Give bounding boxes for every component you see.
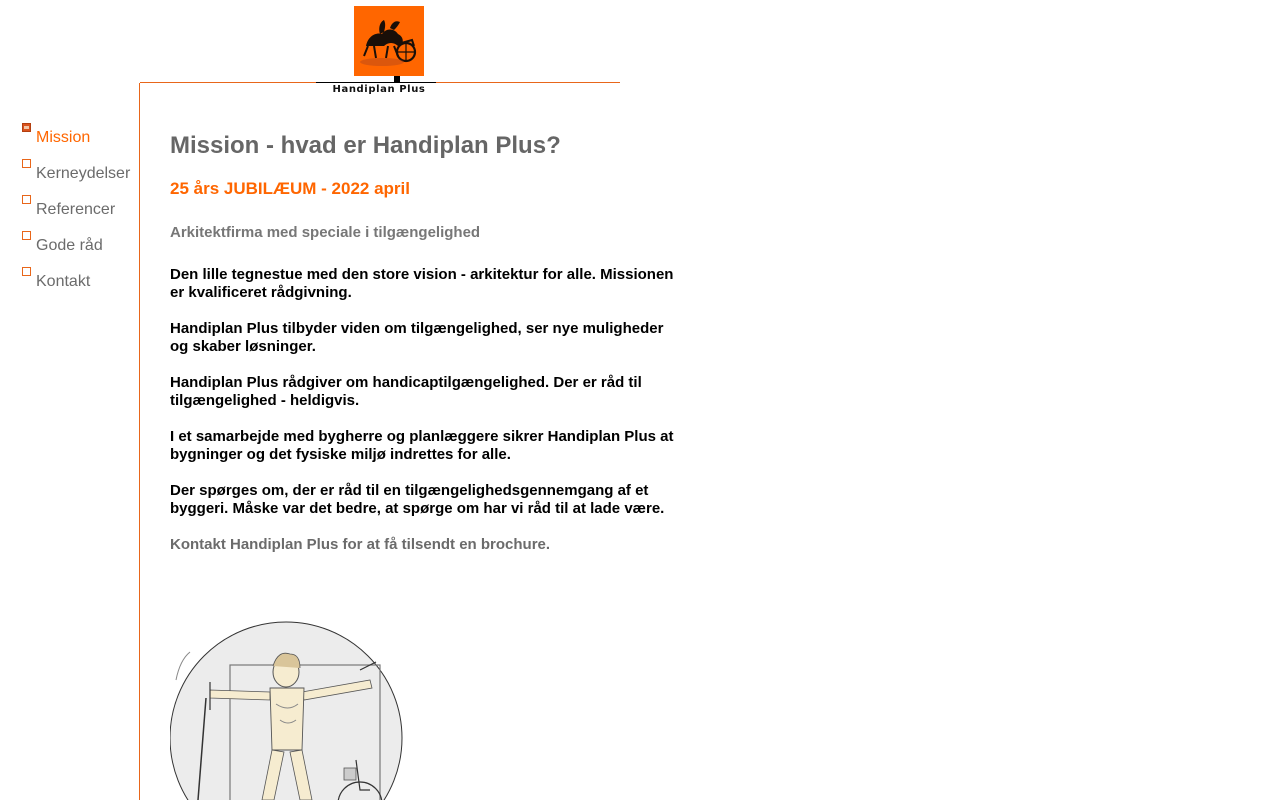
bullet-icon (22, 195, 31, 204)
logo-chariot-icon (354, 6, 424, 76)
paragraph: Den lille tegnestue med den store vision - arkitektur for alle. Missionen er kvalificeret rådgivning. (170, 266, 674, 301)
logo-text: Handiplan Plus (332, 84, 426, 95)
main-content (170, 130, 685, 554)
sidebar-item-referencer[interactable] (20, 192, 138, 228)
sidebar-nav (20, 120, 138, 300)
paragraph: I et samarbejde med bygherre og planlæggere sikrer Handiplan Plus at bygninger og det fysiske miljø indrettes for alle. (170, 428, 674, 463)
vitruvian-wheelchair-illustration (170, 620, 406, 800)
header (0, 0, 640, 100)
sidebar-item-label: Kerneydelser (36, 165, 131, 182)
sidebar-divider (139, 83, 140, 800)
sidebar-item-label: Kontakt (36, 273, 91, 290)
header-rule-left (140, 82, 316, 83)
mission-paragraphs (170, 266, 685, 518)
header-rule-right (436, 82, 620, 83)
paragraph: Handiplan Plus rådgiver om handicaptilgængelighed. Der er råd til tilgængelighed - heldigvis. (170, 374, 642, 409)
page-title: Mission - hvad er Handiplan Plus? (170, 132, 561, 159)
bullet-icon (22, 231, 31, 240)
bullet-icon (22, 159, 31, 168)
bullet-icon (22, 267, 31, 276)
jubilee-heading: 25 års JUBILÆUM - 2022 april (170, 179, 410, 198)
sidebar-item-mission[interactable] (20, 120, 138, 156)
sidebar-item-gode-raad[interactable] (20, 228, 138, 264)
logo-baseline (316, 82, 436, 83)
contact-line: Kontakt Handiplan Plus for at få tilsendt en brochure. (170, 536, 551, 553)
sidebar-item-label: Mission (36, 129, 91, 146)
paragraph: Handiplan Plus tilbyder viden om tilgængelighed, ser nye muligheder og skaber løsninger. (170, 320, 664, 355)
logo[interactable] (316, 6, 436, 96)
sidebar-item-kontakt[interactable] (20, 264, 138, 300)
sidebar-item-label: Referencer (36, 201, 116, 218)
tagline: Arkitektfirma med speciale i tilgængelighed (170, 224, 481, 241)
sidebar-item-kerneydelser[interactable] (20, 156, 138, 192)
active-bullet-icon (22, 123, 31, 132)
paragraph: Der spørges om, der er råd til en tilgængelighedsgennemgang af et byggeri. Måske var det bedre, at spørge om har vi råd til at lade være. (170, 482, 665, 517)
sidebar-item-label: Gode råd (36, 237, 103, 254)
